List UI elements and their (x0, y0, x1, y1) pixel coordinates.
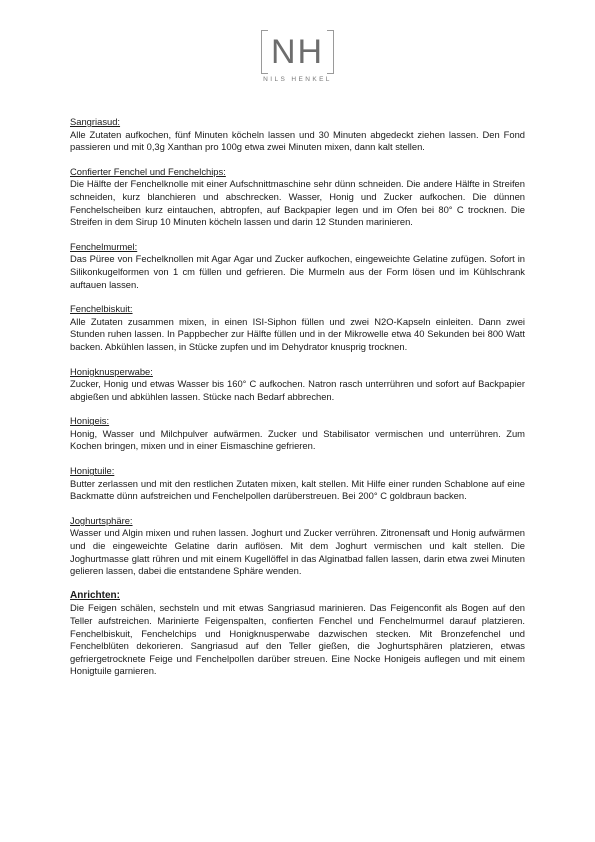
section-fenchelmurmel (70, 241, 525, 291)
section-joghurtsphaere (70, 515, 525, 578)
section-text: Zucker, Honig und etwas Wasser bis 160° C aufkochen. Natron rasch unterrühren und sofort auf Backpapier abgießen und abkühlen lassen. Stücke nach Bedarf abbrechen. (70, 378, 525, 402)
section-heading: Sangriasud: (70, 116, 121, 127)
section-text: Die Hälfte der Fenchelknolle mit einer Aufschnittmaschine sehr dünn schneiden. Die andere Hälfte in Streifen schneiden, kurz blanchieren und abschrecken. Wasser, Honig und Zucker aufkochen. Die dünnen Fenchelscheiben kurz eintauchen, abtropfen, auf Backpapier legen und im Ofen bei 80° C trocknen. Die Streifen in dem Sirup 10 Minuten köcheln lassen und darin 12 Stunden marinieren. (70, 178, 525, 228)
section-text: Wasser und Algin mixen und ruhen lassen. Joghurt und Zucker verrühren. Zitronensaft und Honig aufwärmen und die eingeweichte Gelatine darin auflösen. Mit dem Joghurt vermischen und kalt stellen. Die Joghurtmasse glatt rühren und mit einem Kugellöffel in das Alginatbad fallen lassen, darin etwa zwei Minuten gelieren lassen, dabei die entstandene Sphäre wenden. (70, 527, 525, 577)
section-heading: Joghurtsphäre: (70, 514, 133, 526)
section-heading: Honigtuile: (70, 465, 115, 477)
section-heading: Honigeis: (70, 415, 110, 427)
section-text: Das Püree von Fechelknollen mit Agar Agar und Zucker aufkochen, eingeweichte Gelatine zufügen. Sofort in Silikonkugelformen von 1 cm füllen und gefrieren. Die Murmeln aus der Form lösen und im Kühlschrank auftauen lassen. (70, 253, 525, 290)
section-honigknusperwabe (70, 366, 525, 404)
section-confierter-fenchel (70, 166, 525, 229)
section-heading: Confierter Fenchel und Fenchelchips: (70, 165, 226, 177)
section-heading: Anrichten: (70, 589, 120, 601)
section-heading: Fenchelbiskuit: (70, 303, 133, 315)
section-honigeis (70, 415, 525, 453)
section-text: Die Feigen schälen, sechsteln und mit etwas Sangriasud marinieren. Das Feigenconfit als Bogen auf den Teller aufstreichen. Marinierte Feigenspalten, confierten Fenchel und Fenchelmurmel darauf platzieren. Fenchelbiskuit, Fenchelchips und Honigknusperwabe dazwischen stecken. Mit Bronzefenchel und Fenchelblüten dekorieren. Sangriasud auf den Teller gießen, die Joghurtsphären platzieren, etwas gefriergetrocknete Feige und Fenchelpollen darüber streuen. Eine Nocke Honigeis auflegen und mit einem Honigtuile garnieren. (70, 602, 525, 677)
brand-logo (0, 30, 595, 83)
section-text: Butter zerlassen und mit den restlichen Zutaten mixen, kalt stellen. Mit Hilfe einer runden Schablone auf eine Backmatte dünn aufstreichen und Fenchelpollen darüberstreuen. Bei 200° C goldbraun backen. (70, 477, 525, 502)
section-heading: Honigknusperwabe: (70, 365, 153, 377)
section-text: Alle Zutaten zusammen mixen, in einen ISI-Siphon füllen und zwei N2O-Kapseln einleiten. Dann zwei Stunden ruhen lassen. In Pappbecher zur Hälfte füllen und in der Mikrowelle etwa 40 Sekunden bei 800 Watt backen. Abkühlen lassen, in Stücke zupfen und im Dehydrator knusprig trocknen. (70, 315, 525, 352)
logo-wordmark: NILS HENKEL (263, 76, 332, 83)
section-sangriasud (70, 116, 525, 154)
section-honigtuile (70, 465, 525, 503)
section-text: Honig, Wasser und Milchpulver aufwärmen. Zucker und Stabilisator vermischen und unterrühren. Zum Kochen bringen, mixen und in einer Eismaschine gefrieren. (70, 427, 525, 452)
recipe-body (70, 116, 525, 690)
section-anrichten (70, 590, 525, 678)
section-fenchelbiskuit (70, 303, 525, 353)
section-heading: Fenchelmurmel: (70, 240, 138, 252)
logo-monogram: NH (261, 30, 334, 74)
section-text: Alle Zutaten aufkochen, fünf Minuten köcheln lassen und 30 Minuten abgedeckt ziehen lassen. Den Fond passieren und mit 0,3g Xanthan pro 100g etwa zwei Minuten mixen, dann kalt stellen. (70, 128, 525, 153)
